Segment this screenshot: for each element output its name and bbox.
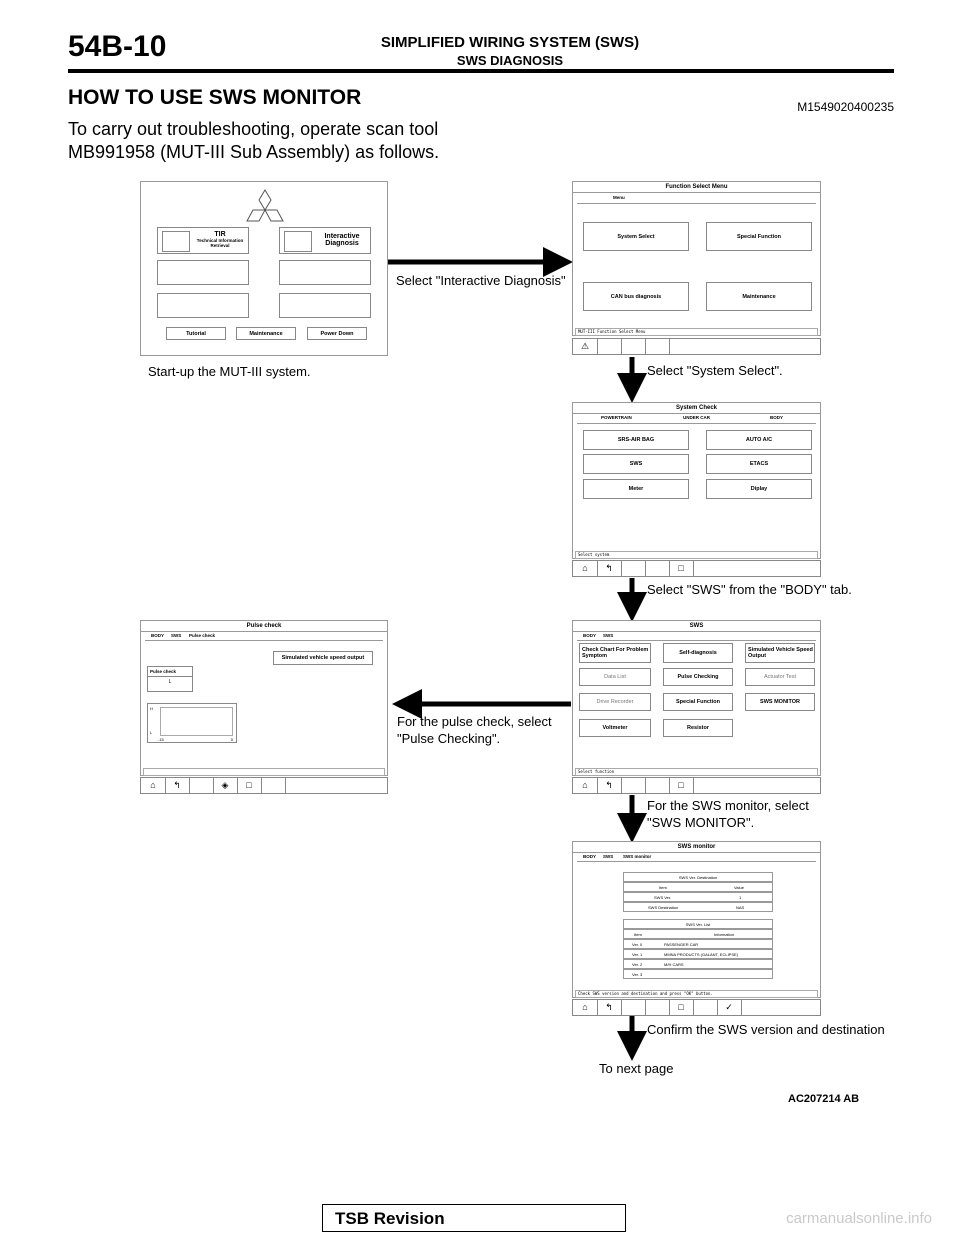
etacs-button[interactable]: ETACS: [706, 454, 812, 474]
special-function-button[interactable]: Special Function: [663, 693, 733, 711]
sws-monitor-button[interactable]: SWS MONITOR: [745, 693, 815, 711]
table-row: Ver. 1 MMNA PRODUCTS (GALANT, ECLIPSE): [623, 949, 773, 959]
home-icon[interactable]: ⌂: [573, 778, 598, 793]
screen-title: SWS monitor: [573, 842, 820, 853]
tir-button[interactable]: [157, 227, 249, 254]
chapter-subtitle: SWS DIAGNOSIS: [456, 53, 564, 68]
function-menu-screen: [572, 181, 821, 336]
toolbar-slot[interactable]: [693, 1000, 718, 1015]
graph-start-label: -15: [158, 737, 164, 742]
sws-monitor-toolbar: [572, 999, 821, 1016]
graph-end-label: 0: [230, 737, 233, 742]
graph-high-label: H: [150, 706, 153, 711]
toolbar-slot[interactable]: [645, 339, 670, 354]
caption-next-page: To next page: [599, 1061, 674, 1076]
status-bar: Check SWS version and destination and press "OK" button.: [575, 990, 818, 998]
pulse-check-box-title: Pulse check: [148, 667, 192, 677]
caption-select-interactive: Select "Interactive Diagnosis": [396, 273, 566, 288]
simulated-speed-output-button[interactable]: Simulated Vehicle Speed Output: [745, 643, 815, 663]
toolbar-slot[interactable]: [621, 1000, 646, 1015]
sws-toolbar: [572, 777, 821, 794]
tsb-revision-box: TSB Revision: [322, 1204, 626, 1232]
resistor-button[interactable]: Resistor: [663, 719, 733, 737]
status-bar: Select system: [575, 551, 818, 559]
caption-select-sws: Select "SWS" from the "BODY" tab.: [647, 582, 852, 597]
version-list-title: SWS Ver. List: [623, 919, 773, 929]
special-function-button[interactable]: Special Function: [706, 222, 812, 251]
function-menu-toolbar: [572, 338, 821, 355]
blank-button[interactable]: [279, 293, 371, 318]
ok-check-icon[interactable]: ✓: [717, 1000, 742, 1015]
home-icon[interactable]: ⌂: [141, 778, 166, 793]
back-icon[interactable]: ↰: [597, 1000, 622, 1015]
capture-icon[interactable]: ◈: [213, 778, 238, 793]
back-icon[interactable]: ↰: [597, 778, 622, 793]
tir-subtitle: Technical Information Retrieval: [196, 238, 244, 248]
system-check-screen: [572, 402, 821, 559]
home-icon[interactable]: ⌂: [573, 1000, 598, 1015]
graph-low-label: L: [150, 730, 153, 735]
data-list-button[interactable]: Data List: [579, 668, 651, 686]
tab-sws[interactable]: SWS: [171, 633, 182, 638]
tab-powertrain[interactable]: POWERTRAIN: [601, 415, 632, 420]
pulse-check-box: [147, 666, 193, 692]
tab-body[interactable]: BODY: [770, 415, 784, 420]
table-row: SWS Ver. 1: [623, 892, 773, 902]
pulse-graph: [147, 703, 237, 743]
screen-title: SWS: [573, 621, 820, 632]
copy-icon[interactable]: □: [669, 778, 694, 793]
maintenance-button[interactable]: Maintenance: [706, 282, 812, 311]
toolbar-slot[interactable]: [621, 778, 646, 793]
toolbar-slot[interactable]: [645, 778, 670, 793]
tab-menu[interactable]: Menu: [613, 195, 625, 200]
system-select-button[interactable]: System Select: [583, 222, 689, 251]
blank-button[interactable]: [279, 260, 371, 285]
system-check-toolbar: [572, 560, 821, 577]
tab-sws[interactable]: SWS: [603, 854, 614, 859]
sws-screen: [572, 620, 821, 776]
status-bar: Select function: [575, 768, 818, 776]
screen-title: Pulse check: [141, 621, 387, 632]
sws-button[interactable]: SWS: [583, 454, 689, 474]
pulse-toolbar: [140, 777, 388, 794]
copy-icon[interactable]: □: [237, 778, 262, 793]
caption-startup: Start-up the MUT-III system.: [148, 364, 311, 379]
toolbar-slot[interactable]: [645, 561, 670, 576]
auto-ac-button[interactable]: AUTO A/C: [706, 430, 812, 450]
status-bar: MUT-III Function Select Menu: [575, 328, 818, 336]
mitsubishi-logo-icon: [244, 188, 286, 224]
sws-monitor-screen: [572, 841, 821, 998]
watermark: carmanualsonline.info: [786, 1210, 932, 1227]
table-row: Ver. 0 PASSENGER CAR: [623, 939, 773, 949]
screen-title: System Check: [573, 403, 820, 414]
maintenance-button[interactable]: Maintenance: [236, 327, 296, 340]
toolbar-slot[interactable]: [645, 1000, 670, 1015]
version-table-title: SWS Ver. Destination: [623, 872, 773, 882]
status-bar: [143, 768, 385, 776]
table-row: Ver. 3: [623, 969, 773, 979]
drive-recorder-button[interactable]: Drive Recorder: [579, 693, 651, 711]
interactive-diagnosis-label: Interactive Diagnosis: [324, 233, 360, 247]
tab-body[interactable]: BODY: [583, 854, 597, 859]
caption-confirm: Confirm the SWS version and destination: [647, 1022, 885, 1037]
home-icon[interactable]: ⌂: [573, 561, 598, 576]
interactive-diagnosis-button[interactable]: [279, 227, 371, 254]
display-button[interactable]: Diplay: [706, 479, 812, 499]
tutorial-button[interactable]: Tutorial: [166, 327, 226, 340]
meter-button[interactable]: Meter: [583, 479, 689, 499]
table-row: SWS Destination NAS: [623, 902, 773, 912]
toolbar-slot[interactable]: [597, 339, 622, 354]
version-list-head: Item Information: [623, 929, 773, 939]
actuator-test-button[interactable]: Actuator Test: [745, 668, 815, 686]
startup-screen: [140, 181, 388, 356]
toolbar-slot[interactable]: [189, 778, 214, 793]
pulse-checking-button[interactable]: Pulse Checking: [663, 668, 733, 686]
pulse-check-value: L: [168, 679, 172, 685]
screen-title: Function Select Menu: [573, 182, 820, 193]
tir-title: TIR: [214, 231, 226, 238]
tab-body[interactable]: BODY: [583, 633, 597, 638]
figure-code: AC207214 AB: [788, 1093, 860, 1105]
copy-icon[interactable]: □: [669, 1000, 694, 1015]
blank-button[interactable]: [157, 293, 249, 318]
toolbar-slot[interactable]: [621, 339, 646, 354]
back-icon[interactable]: ↰: [597, 561, 622, 576]
caption-sws-monitor: For the SWS monitor, select "SWS MONITOR".: [647, 798, 809, 830]
tab-sws[interactable]: SWS: [603, 633, 614, 638]
intro-text: To carry out troubleshooting, operate scan tool MB991958 (MUT-III Sub Assembly) as follows.: [68, 119, 440, 162]
section-title: HOW TO USE SWS MONITOR: [68, 86, 362, 109]
voltmeter-button[interactable]: Voltmeter: [579, 719, 651, 737]
toolbar-slot[interactable]: [621, 561, 646, 576]
pulse-check-screen: [140, 620, 388, 776]
caption-pulse-check: For the pulse check, select "Pulse Checking".: [397, 714, 552, 746]
toolbar-slot[interactable]: [261, 778, 286, 793]
settings-icon[interactable]: ⚠: [573, 339, 598, 354]
page-code: 54B-10: [68, 30, 167, 63]
check-chart-button[interactable]: Check Chart For Problem Symptom: [579, 643, 651, 663]
chapter-title: SIMPLIFIED WIRING SYSTEM (SWS): [380, 34, 640, 51]
srs-air-bag-button[interactable]: SRS-AIR BAG: [583, 430, 689, 450]
back-icon[interactable]: ↰: [165, 778, 190, 793]
tab-body[interactable]: BODY: [151, 633, 165, 638]
tab-under-car[interactable]: UNDER CAR: [683, 415, 710, 420]
version-table-head: Item Value: [623, 882, 773, 892]
power-down-button[interactable]: Power Down: [307, 327, 367, 340]
can-bus-diagnosis-button[interactable]: CAN bus diagnosis: [583, 282, 689, 311]
simulated-speed-output-button[interactable]: Simulated vehicle speed output: [273, 651, 373, 665]
tab-pulse-check[interactable]: Pulse check: [189, 633, 216, 638]
copy-icon[interactable]: □: [669, 561, 694, 576]
document-id: M1549020400235: [797, 100, 894, 114]
blank-button[interactable]: [157, 260, 249, 285]
table-row: Ver. 2 M/H CARS: [623, 959, 773, 969]
caption-select-system: Select "System Select".: [647, 363, 783, 378]
self-diagnosis-button[interactable]: Self-diagnosis: [663, 643, 733, 663]
tab-sws-monitor[interactable]: SWS monitor: [623, 854, 652, 859]
